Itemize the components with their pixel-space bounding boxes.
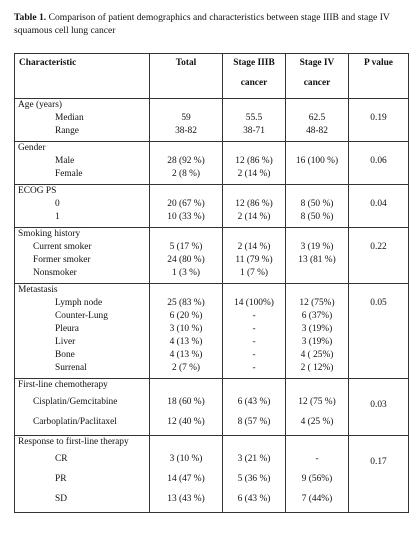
row-label: 1 xyxy=(55,212,60,222)
row-stage-iv: 6 (37%) xyxy=(301,311,333,321)
row-stage-iiib: 12 (86 %) xyxy=(235,156,273,166)
row-stage-iiib: 38-71 xyxy=(243,126,265,136)
cell-total xyxy=(150,436,223,513)
row-label: Cisplatin/Gemcitabine xyxy=(33,397,118,407)
p-value-text: 0.19 xyxy=(370,113,387,123)
row-stage-iv: 16 (100 %) xyxy=(295,156,339,166)
row-stage-iv: 48-82 xyxy=(306,126,328,136)
row-label: Counter-Lung xyxy=(55,311,108,321)
row-stage-iv: 8 (50 %) xyxy=(300,199,334,209)
row-total: 25 (83 %) xyxy=(167,298,205,308)
cell-stage-iiib xyxy=(223,436,286,513)
cell-p-value xyxy=(349,228,409,284)
header-stage-iv: Stage IV cancer xyxy=(286,54,349,99)
p-value-text: 0.05 xyxy=(370,298,387,308)
demographics-table xyxy=(14,53,409,513)
row-stage-iv: 4 (25 %) xyxy=(300,417,334,427)
row-stage-iiib: - xyxy=(252,350,256,360)
row-total: 5 (17 %) xyxy=(169,242,203,252)
cell-characteristic xyxy=(15,379,150,436)
cell-stage-iiib xyxy=(223,284,286,379)
section-title: First-line chemotherapy xyxy=(18,380,108,390)
row-total: 4 (13 %) xyxy=(169,337,203,347)
row-stage-iiib: 11 (79 %) xyxy=(235,255,273,265)
header-p-value: P value xyxy=(349,54,409,99)
cell-total xyxy=(150,185,223,228)
section-title: ECOG PS xyxy=(18,186,57,196)
section-response xyxy=(15,436,409,513)
row-stage-iiib: 55.5 xyxy=(245,113,263,123)
cell-stage-iv xyxy=(286,228,349,284)
cell-characteristic xyxy=(15,142,150,185)
cell-stage-iv xyxy=(286,99,349,142)
row-label: Nonsmoker xyxy=(33,268,77,278)
cell-characteristic xyxy=(15,228,150,284)
row-total: 3 (10 %) xyxy=(169,454,203,464)
row-stage-iv: 3 (19%) xyxy=(301,337,333,347)
row-total: 24 (80 %) xyxy=(167,255,205,265)
row-stage-iv: 62.5 xyxy=(308,113,326,123)
row-label: Surrenal xyxy=(55,363,87,373)
p-value-text: 0.04 xyxy=(370,199,387,209)
row-stage-iv: 8 (50 %) xyxy=(300,212,334,222)
table-caption-text: Comparison of patient demographics and characteristics between stage IIIB and stage IV squamous cell lung cancer xyxy=(14,12,390,36)
section-metastasis xyxy=(15,284,409,379)
header-total: Total xyxy=(150,54,223,99)
row-total: 20 (67 %) xyxy=(167,199,205,209)
row-total: 2 (7 %) xyxy=(171,363,201,373)
row-total: 12 (40 %) xyxy=(167,417,205,427)
row-label: Median xyxy=(55,113,84,123)
row-stage-iiib: 5 (36 %) xyxy=(237,474,271,484)
section-gender xyxy=(15,142,409,185)
cell-stage-iiib xyxy=(223,228,286,284)
cell-total xyxy=(150,142,223,185)
section-ecog xyxy=(15,185,409,228)
row-stage-iiib: 2 (14 %) xyxy=(237,169,271,179)
section-title: Gender xyxy=(18,143,46,153)
section-title: Metastasis xyxy=(18,285,58,295)
row-stage-iv: 9 (56%) xyxy=(301,474,333,484)
table-caption-label: Table 1. xyxy=(14,12,47,23)
section-chemo xyxy=(15,379,409,436)
row-stage-iiib: 2 (14 %) xyxy=(237,242,271,252)
cell-stage-iv xyxy=(286,379,349,436)
cell-p-value xyxy=(349,379,409,436)
cell-total xyxy=(150,379,223,436)
row-stage-iiib: 6 (43 %) xyxy=(237,397,271,407)
header-characteristic: Characteristic xyxy=(15,54,150,99)
row-stage-iiib: - xyxy=(252,311,256,321)
row-label: Male xyxy=(55,156,75,166)
cell-characteristic xyxy=(15,99,150,142)
row-total: 6 (20 %) xyxy=(169,311,203,321)
cell-p-value xyxy=(349,99,409,142)
row-label: Female xyxy=(55,169,83,179)
row-stage-iv: 13 (81 %) xyxy=(298,255,336,265)
row-label: Liver xyxy=(55,337,76,347)
section-title: Response to first-line therapy xyxy=(18,437,129,447)
cell-characteristic xyxy=(15,185,150,228)
row-stage-iiib: - xyxy=(252,324,256,334)
header-stage-iiib: Stage IIIB cancer xyxy=(223,54,286,99)
row-label: SD xyxy=(55,494,67,504)
cell-stage-iv xyxy=(286,436,349,513)
row-stage-iv: 4 ( 25%) xyxy=(300,350,334,360)
header-row xyxy=(15,54,409,99)
row-stage-iiib: 6 (43 %) xyxy=(237,494,271,504)
section-smoking xyxy=(15,228,409,284)
cell-p-value xyxy=(349,185,409,228)
p-value-text: 0.03 xyxy=(370,400,387,410)
row-stage-iv: 12 (75%) xyxy=(299,298,335,308)
row-total: 1 (3 %) xyxy=(171,268,201,278)
row-label: Range xyxy=(55,126,79,136)
cell-characteristic xyxy=(15,436,150,513)
row-total: 10 (33 %) xyxy=(167,212,205,222)
cell-stage-iv xyxy=(286,185,349,228)
row-label: PR xyxy=(55,474,67,484)
cell-total xyxy=(150,284,223,379)
row-stage-iv: 7 (44%) xyxy=(301,494,333,504)
row-total: 59 xyxy=(181,113,191,123)
p-value-text: 0.06 xyxy=(370,156,387,166)
row-label: Carboplatin/Paclitaxel xyxy=(33,417,117,427)
cell-stage-iiib xyxy=(223,142,286,185)
table-caption xyxy=(14,12,408,37)
row-stage-iiib: 14 (100%) xyxy=(234,298,274,308)
row-label: 0 xyxy=(55,199,60,209)
row-total: 18 (60 %) xyxy=(167,397,205,407)
row-stage-iiib: 1 (7 %) xyxy=(239,268,269,278)
row-stage-iiib: 2 (14 %) xyxy=(237,212,271,222)
row-stage-iiib: 8 (57 %) xyxy=(237,417,271,427)
row-stage-iiib: 12 (86 %) xyxy=(235,199,273,209)
cell-p-value xyxy=(349,284,409,379)
row-label: Former smoker xyxy=(33,255,91,265)
row-stage-iv: 2 ( 12%) xyxy=(300,363,334,373)
row-total: 28 (92 %) xyxy=(167,156,205,166)
cell-p-value xyxy=(349,142,409,185)
row-total: 13 (43 %) xyxy=(167,494,205,504)
cell-stage-iiib xyxy=(223,185,286,228)
row-total: 2 (8 %) xyxy=(171,169,201,179)
row-label: Lymph node xyxy=(55,298,103,308)
row-total: 4 (13 %) xyxy=(169,350,203,360)
row-label: Current smoker xyxy=(33,242,92,252)
section-title: Smoking history xyxy=(18,229,81,239)
cell-stage-iiib xyxy=(223,379,286,436)
p-value-text: 0.17 xyxy=(370,457,387,467)
cell-total xyxy=(150,99,223,142)
row-stage-iv: - xyxy=(315,454,319,464)
row-stage-iv xyxy=(286,267,348,280)
row-stage-iv: 3 (19%) xyxy=(301,324,333,334)
row-label: Pleura xyxy=(55,324,79,334)
cell-stage-iiib xyxy=(223,99,286,142)
row-stage-iv: 3 (19 %) xyxy=(300,242,334,252)
row-total: 3 (10 %) xyxy=(169,324,203,334)
cell-stage-iv xyxy=(286,142,349,185)
section-age xyxy=(15,99,409,142)
cell-p-value xyxy=(349,436,409,513)
cell-stage-iv xyxy=(286,284,349,379)
row-label: Bone xyxy=(55,350,75,360)
cell-characteristic xyxy=(15,284,150,379)
cell-total xyxy=(150,228,223,284)
row-stage-iiib: - xyxy=(252,363,256,373)
p-value-text: 0.22 xyxy=(370,242,387,252)
row-total: 38-82 xyxy=(175,126,197,136)
row-stage-iv xyxy=(286,168,348,181)
row-total: 14 (47 %) xyxy=(167,474,205,484)
row-stage-iv: 12 (75 %) xyxy=(298,397,336,407)
section-title: Age (years) xyxy=(18,100,62,110)
row-stage-iiib: 3 (21 %) xyxy=(237,454,271,464)
row-stage-iiib: - xyxy=(252,337,256,347)
row-label: CR xyxy=(55,454,68,464)
